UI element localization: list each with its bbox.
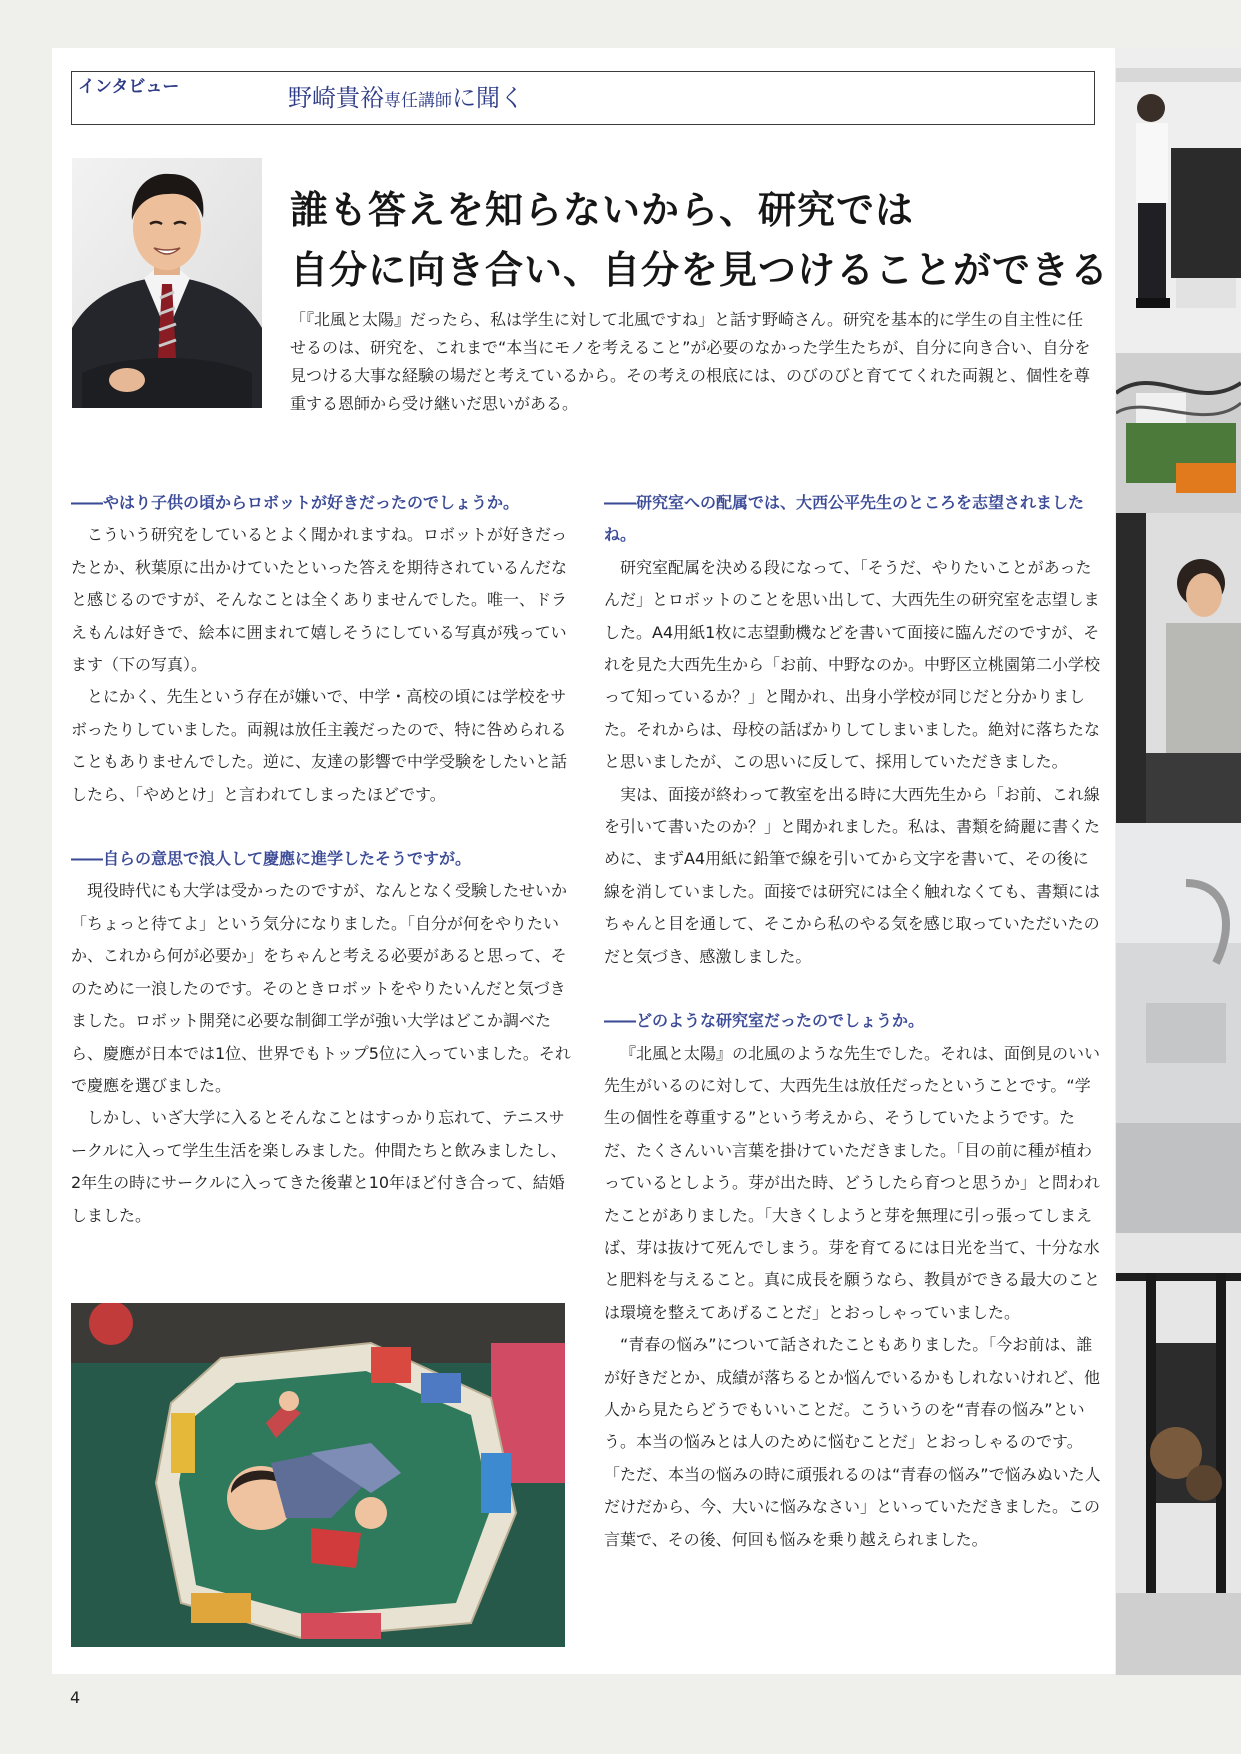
interview-header-box	[71, 71, 1095, 125]
portrait-photo	[72, 158, 262, 408]
answer-paragraph: しかし、いざ大学に入るとそんなことはすっかり忘れて、テニスサークルに入って学生生活を楽しみました。仲間たちと飲みましたし、2年生の時にサークルに入ってきた後輩と10年ほど付き合って、結婚しました。	[71, 1108, 567, 1225]
answer-paragraph: とにかく、先生という存在が嫌いで、中学・高校の頃には学校をサボったりしていました。両親は放任主義だったので、特に咎められることもありませんでした。逆に、友達の影響で中学受験をしたいと話したら、「やめとけ」と言われてしまったほどです。	[71, 687, 568, 804]
headline-line-2: 自分に向き合い、自分を見つけることができる	[290, 247, 1110, 292]
headline-line-1: 誰も答えを知らないから、研究では	[290, 187, 915, 232]
question-heading: ――どのような研究室だったのでしょうか。	[604, 1011, 925, 1031]
page-number: 4	[70, 1688, 81, 1707]
title-suffix: に聞く	[452, 84, 524, 112]
answer-paragraph: 『北風と太陽』の北風のような先生でした。それは、面倒見のいい先生がいるのに対して、大西先生は放任だったということです。“学生の個性を尊重する”という考えから、そうしていたようです。ただ、たくさんいい言葉を掛けていただきました。「目の前に種が植わっているとしよう。芽が出た時、どうしたら育つと思うか」と問われたことがありました。「大きくしようと芽を無理に引っ張ってしまえば、芽は抜けて死んでしまう。芽を育てるには日光を当て、十分な水と肥料を与えること。真に成長を願うなら、教員ができる最大のことは環境を整えてあげることだ」とおっしゃっていました。	[604, 1043, 1101, 1322]
answer-paragraph: 実は、面接が終わって教室を出る時に大西先生から「お前、これ線を引いて書いたのか？」と聞かれました。私は、書類を綺麗に書くために、まずA4用紙に鉛筆で線を引いてから文字を書いて、その後に線を消していました。面接では研究には全く触れなくても、書類にはちゃんと目を通して、そこから私のやる気を感じ取っていただいたのだと気づき、感激しました。	[604, 784, 1101, 966]
left-column	[71, 487, 571, 1232]
photo-lab-equipment	[1116, 823, 1241, 1233]
childhood-photo	[71, 1303, 565, 1647]
headline	[290, 180, 1110, 300]
photo-lab-standing	[1116, 48, 1241, 353]
side-photo-strip	[1116, 48, 1241, 1675]
question-heading: ――やはり子供の頃からロボットが好きだったのでしょうか。	[71, 493, 520, 512]
answer-paragraph: こういう研究をしているとよく聞かれますね。ロボットが好きだったとか、秋葉原に出かけていたといった答えを期待されているんだなと感じるのですが、そんなことは全くありませんでした。唯一、ドラえもんは好きで、絵本に囲まれて嬉しそうにしている写真が残っています（下の写真）。	[71, 525, 568, 675]
photo-robot-machine	[1116, 1233, 1241, 1675]
answer-paragraph: 現役時代にも大学は受かったのですが、なんとなく受験したせいか「ちょっと待てよ」という気分になりました。「自分が何をやりたいか、これから何が必要か」をちゃんと考える必要があると思って、そのために一浪したのです。そのときロボットをやりたいんだと気づきました。ロボット開発に必要な制御工学が強い大学はどこか調べたら、慶應が日本では1位、世界でもトップ5位に入っていました。それで慶應を選びました。	[71, 881, 571, 1095]
interviewee-role: 専任講師	[384, 91, 452, 111]
interviewee-name: 野崎貴裕	[288, 84, 384, 112]
photo-student-seated	[1116, 513, 1241, 823]
interview-title	[288, 78, 524, 113]
right-column	[604, 487, 1104, 1556]
lead-paragraph: 「『北風と太陽』だったら、私は学生に対して北風ですね」と話す野崎さん。研究を基本的に学生の自主性に任せるのは、研究を、これまで“本当にモノを考えること”が必要のなかった学生たちが、自分に向き合い、自分を見つける大事な経験の場だと考えているから。その考えの根底には、のびのびと育ててくれた両親と、個性を尊重する恩師から受け継いだ思いがある。	[290, 310, 1091, 413]
photo-electronics	[1116, 353, 1241, 513]
interview-label: インタビュー	[78, 77, 180, 97]
answer-paragraph: “青春の悩み”について話されたこともありました。「今お前は、誰が好きだとか、成績が落ちるとか悩んでいるかもしれないけれど、他人から見たらどうでもいいことだ。こういうのを“青春の悩み”という。本当の悩みとは人のために悩むことだ」とおっしゃるのです。「ただ、本当の悩みの時に頑張れるのは“青春の悩み”で悩みぬいた人だけだから、今、大いに悩みなさい」といっていただきました。この言葉で、その後、何回も悩みを乗り越えられました。	[604, 1335, 1101, 1549]
question-heading: ――研究室への配属では、大西公平先生のところを志望されましたね。	[604, 493, 1085, 545]
answer-paragraph: 研究室配属を決める段になって、「そうだ、やりたいことがあったんだ」とロボットのことを思い出して、大西先生の研究室を志望しました。A4用紙1枚に志望動機などを書いて面接に臨んだのですが、それを見た大西先生から「お前、中野なのか。中野区立桃園第二小学校って知っているか？」と聞かれ、出身小学校が同じだと分かりました。それからは、母校の話ばかりしてしまいました。絶対に落ちたなと思いましたが、この思いに反して、採用していただきました。	[604, 557, 1101, 772]
question-heading: ――自らの意思で浪人して慶應に進学したそうですが。	[71, 849, 472, 869]
